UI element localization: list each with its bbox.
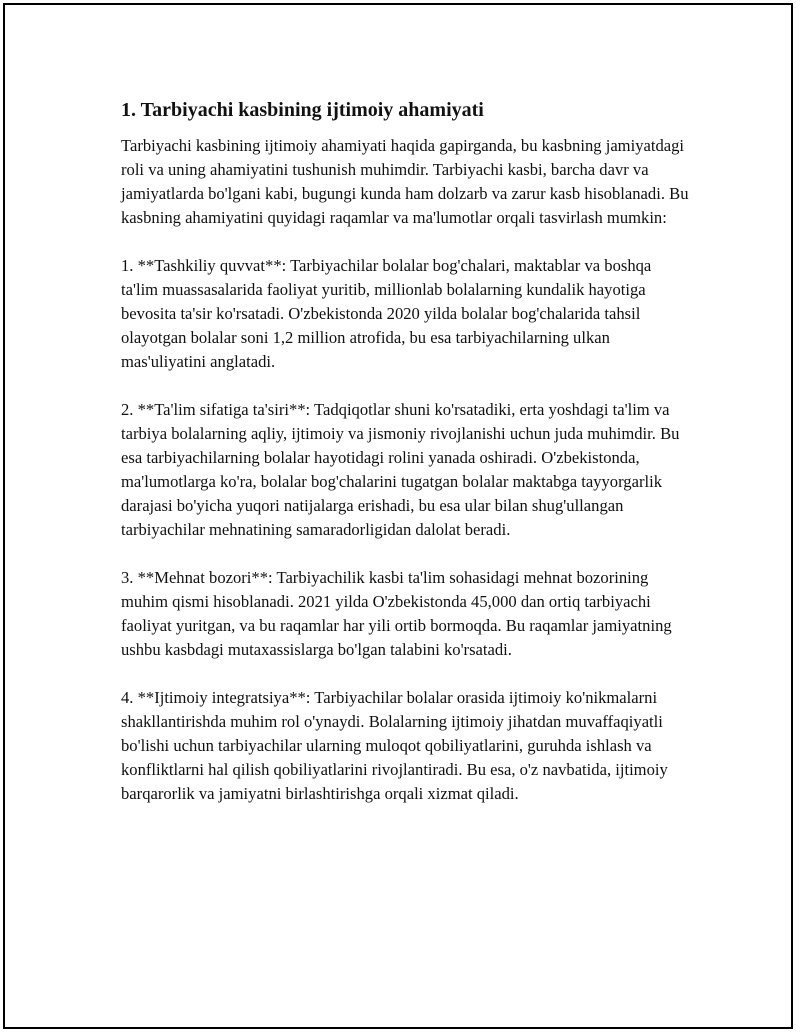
paragraph-ijtimoiy-integratsiya: 4. **Ijtimoiy integratsiya**: Tarbiyachilar bolalar orasida ijtimoiy ko'nikmalarni shakllantirishda muhim rol o'ynaydi. Bolalarning ijtimoiy jihatdan muvaffaqiyatli bo'lishi uchun tarbiyachilar ularning muloqot qobiliyatlarini, guruhda ishlash va konfliktlarni hal qilish qobiliyatlarini rivojlantiradi. Bu esa, o'z navbatida, ijtimoiy barqarorlik va jamiyatni birlashtirishga orqali xizmat qiladi. [121, 688, 668, 803]
paragraph-tashkiliy-quvvat: 1. **Tashkiliy quvvat**: Tarbiyachilar bolalar bog'chalari, maktablar va boshqa ta'lim muassasalarida faoliyat yuritib, millionlab bolalarning kundalik hayotiga bevosita ta'sir ko'rsatadi. O'zbekistonda 2020 yilda bolalar bog'chalarida tahsil olayotgan bolalar soni 1,2 million atrofida, bu esa tarbiyachilarning ulkan mas'uliyatini anglatadi. [121, 256, 652, 371]
document-content [121, 97, 691, 830]
paragraph-talim-sifatiga-tasiri: 2. **Ta'lim sifatiga ta'siri**: Tadqiqotlar shuni ko'rsatadiki, erta yoshdagi ta'lim va tarbiya bolalarning aqliy, ijtimoiy va jismoniy rivojlanishi uchun juda muhimdir. Bu esa tarbiyachilarning bolalar hayotidagi rolini yanada oshiradi. O'zbekistonda, ma'lumotlarga ko'ra, bolalar bog'chalarini tugatgan bolalar maktabga tayyorgarlik darajasi bo'yicha yuqori natijalarga erishadi, bu esa ular bilan shug'ullangan tarbiyachilar mehnatining samaradorligidan dalolat beradi. [121, 400, 680, 539]
section-heading: 1. Tarbiyachi kasbining ijtimoiy ahamiyati [121, 99, 484, 121]
document-page [3, 3, 793, 1029]
paragraph-mehnat-bozori: 3. **Mehnat bozori**: Tarbiyachilik kasbi ta'lim sohasidagi mehnat bozorining muhim qismi hisoblanadi. 2021 yilda O'zbekistonda 45,000 dan ortiq tarbiyachi faoliyat yuritgan, va bu raqamlar har yili ortib bormoqda. Bu raqamlar jamiyatning ushbu kasbdagi mutaxassislarga bo'lgan talabini ko'rsatadi. [121, 568, 672, 659]
intro-paragraph: Tarbiyachi kasbining ijtimoiy ahamiyati haqida gapirganda, bu kasbning jamiyatdagi roli va uning ahamiyatini tushunish muhimdir. Tarbiyachi kasbi, barcha davr va jamiyatlarda bo'lgani kabi, bugungi kunda ham dolzarb va zarur kasb hisoblanadi. Bu kasbning ahamiyatini quyidagi raqamlar va ma'lumotlar orqali tasvirlash mumkin: [121, 136, 689, 227]
